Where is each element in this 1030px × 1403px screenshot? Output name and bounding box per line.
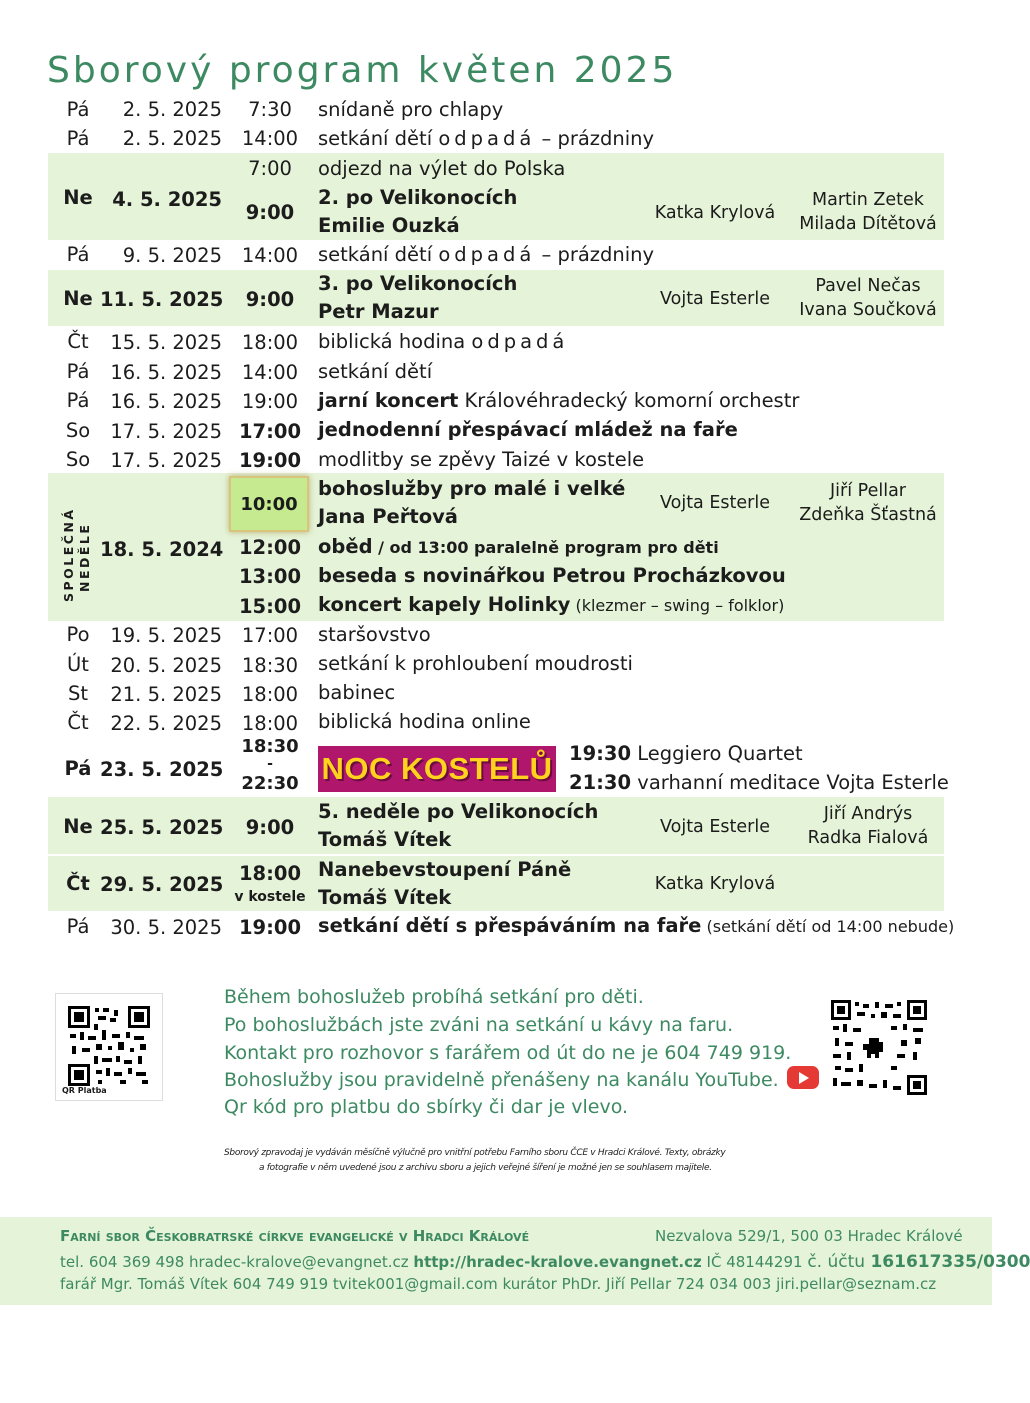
logo-text: NOC KOSTELŮ [321, 751, 553, 786]
event-text: Královéhradecký komorní orchestr [458, 389, 800, 412]
day: Po [66, 623, 90, 646]
service-name: 2. po Velikonocích [318, 186, 518, 209]
time: 13:00 [238, 565, 302, 588]
date: 25. 5. 2025 [100, 816, 224, 839]
qr-caption: QR Platba [62, 1086, 107, 1095]
day: St [67, 682, 89, 705]
event-text: oběd [318, 535, 373, 558]
youtube-icon[interactable] [787, 1066, 819, 1089]
date: 17. 5. 2025 [110, 420, 222, 443]
event: modlitby se zpěvy Taizé v kostele [318, 448, 645, 471]
date: 23. 5. 2025 [100, 758, 224, 781]
time: 7:30 [248, 98, 292, 121]
event [318, 389, 799, 413]
service-name: 3. po Velikonocích [318, 272, 518, 295]
time: 19:00 [238, 916, 302, 939]
liturgist: Vojta Esterle [660, 817, 770, 837]
event [318, 243, 654, 267]
time: 17:00 [238, 420, 302, 443]
day: Čt [67, 330, 89, 353]
day: So [65, 448, 91, 471]
account-number: 161617335/0300 [870, 1252, 1030, 1272]
day: Čt [67, 711, 89, 734]
event: beseda s novinářkou Petrou Procházkovou [318, 564, 786, 587]
day: Čt [66, 872, 90, 895]
time: 19:00 [241, 390, 299, 413]
day: Ne [63, 186, 93, 209]
event-text: – prázdniny [535, 243, 655, 266]
time: 18:30 [241, 654, 299, 677]
preacher: Tomáš Vítek [318, 828, 452, 851]
day: Pá [66, 127, 90, 150]
time: 14:00 [241, 127, 299, 150]
qr-payment-box [55, 993, 163, 1101]
event: staršovstvo [318, 623, 431, 646]
reader: Pavel Nečas [815, 276, 921, 296]
qr-code-youtube-icon [831, 1000, 927, 1095]
time: 9:00 [245, 201, 295, 224]
event [569, 742, 803, 766]
ic-text: IČ 48144291 [701, 1253, 808, 1271]
preacher: Tomáš Vítek [318, 886, 452, 909]
event-text: / od 13:00 paralelně program pro děti [372, 538, 719, 557]
info-line: Kontakt pro rozhovor s farářem od út do ne je 604 749 919. [224, 1042, 792, 1064]
date: 22. 5. 2025 [110, 712, 222, 735]
date: 16. 5. 2025 [110, 361, 222, 384]
date: 21. 5. 2025 [110, 683, 222, 706]
day: So [65, 419, 91, 442]
account-label: č. účtu [807, 1252, 871, 1272]
day: Ne [63, 815, 93, 838]
service-name: Nanebevstoupení Páně [318, 858, 572, 881]
date: 15. 5. 2025 [110, 331, 222, 354]
liturgist: Vojta Esterle [660, 289, 770, 309]
event-text: koncert kapely Holinky [318, 593, 571, 616]
preacher: Jana Peřtová [318, 505, 458, 528]
event-text: setkání dětí [318, 243, 439, 266]
cancelled-text: odpadá [438, 243, 536, 266]
time: 15:00 [238, 595, 302, 618]
fine-print: Sborový zpravodaj je vydáván měsíčně výlučně pro vnitřní potřebu Farního sboru ČCE v Hradci Králové. Texty, obrázky [224, 1148, 726, 1158]
date: 18. 5. 2024 [100, 538, 224, 561]
event: setkání k prohloubení moudrosti [318, 652, 633, 675]
time: 12:00 [238, 536, 302, 559]
vertical-label [55, 507, 92, 602]
date: 11. 5. 2025 [100, 288, 224, 311]
time-dash: - [267, 756, 273, 772]
time: 19:00 [238, 449, 302, 472]
date: 4. 5. 2025 [112, 188, 222, 211]
event: babinec [318, 681, 396, 704]
service-name: bohoslužby pro malé i velké [318, 477, 626, 500]
liturgist: Katka Krylová [654, 874, 776, 894]
org-name: Farní sbor Českobratrské církve evangelické v Hradci Králové [60, 1227, 530, 1245]
time-from: 18:30 [241, 736, 299, 757]
contact-line [60, 1252, 1030, 1272]
page-title: Sborový program květen 2025 [47, 50, 678, 91]
event: odjezd na výlet do Polska [318, 157, 566, 180]
event [318, 330, 568, 354]
event-text: setkání dětí [318, 127, 439, 150]
date: 29. 5. 2025 [100, 873, 224, 896]
event [569, 771, 949, 795]
event [318, 127, 654, 151]
time: 14:00 [241, 361, 299, 384]
date: 2. 5. 2025 [122, 127, 222, 150]
time: 7:00 [248, 157, 292, 180]
event [318, 593, 784, 618]
date: 16. 5. 2025 [110, 390, 222, 413]
day: Pá [64, 757, 92, 780]
event: snídaně pro chlapy [318, 98, 504, 121]
day: Ne [63, 287, 93, 310]
contact-text: tel. 604 369 498 hradec-kralove@evangnet.cz [60, 1253, 414, 1271]
reader: Martin Zetek [812, 190, 924, 210]
noc-kostelu-logo [318, 746, 556, 792]
event-text: jarní koncert [318, 389, 459, 412]
time: 17:00 [241, 624, 299, 647]
event [318, 535, 719, 560]
cancelled-text: odpadá [471, 330, 569, 353]
preacher: Petr Mazur [318, 300, 439, 323]
date: 20. 5. 2025 [110, 654, 222, 677]
event-text: Leggiero Quartet [631, 742, 803, 765]
time: 9:00 [245, 816, 295, 839]
highlighted-time: 10:00 [229, 476, 309, 532]
reader: Ivana Součková [799, 300, 937, 320]
event-text: (setkání dětí od 14:00 nebude) [701, 917, 955, 936]
event: biblická hodina online [318, 710, 531, 733]
event-text: varhanní meditace Vojta Esterle [631, 771, 949, 794]
event-time: 21:30 [569, 771, 632, 794]
date: 30. 5. 2025 [110, 916, 222, 939]
reader: Jiří Pellar [830, 481, 906, 501]
vertical-label-line: SPOLEČNÁ [61, 507, 76, 602]
website-link[interactable]: http://hradec-kralove.evangnet.cz [413, 1253, 702, 1271]
date: 19. 5. 2025 [110, 624, 222, 647]
fine-print: a fotografie v něm uvedené jsou z archivu sboru a jejich veřejné šíření je možné jen se souhlasem majitele. [259, 1163, 712, 1173]
service-name: 5. neděle po Velikonocích [318, 800, 599, 823]
day: Pá [66, 915, 90, 938]
time: 18:00 [241, 683, 299, 706]
footer [0, 1217, 1030, 1305]
info-line: Během bohoslužeb probíhá setkání pro děti. [224, 986, 644, 1008]
address: Nezvalova 529/1, 500 03 Hradec Králové [655, 1227, 963, 1245]
date: 17. 5. 2025 [110, 449, 222, 472]
time: 18:00 [241, 712, 299, 735]
reader: Milada Dítětová [799, 214, 937, 234]
reader: Zdeňka Šťastná [799, 505, 937, 525]
event: jednodenní přespávací mládež na faře [318, 418, 738, 441]
qr-code-icon [68, 1006, 150, 1086]
reader: Radka Fialová [807, 828, 929, 848]
date: 2. 5. 2025 [122, 98, 222, 121]
event-text: setkání dětí s přespáváním na faře [318, 914, 702, 937]
date: 9. 5. 2025 [122, 244, 222, 267]
event [318, 914, 954, 939]
liturgist: Vojta Esterle [660, 493, 770, 513]
info-line: Qr kód pro platbu do sbírky či dar je vlevo. [224, 1096, 629, 1118]
event-text: – prázdniny [535, 127, 655, 150]
day: Pá [66, 389, 90, 412]
cancelled-text: odpadá [438, 127, 536, 150]
row-separator [48, 854, 944, 856]
event-text: (klezmer – swing – folklor) [570, 596, 785, 615]
event-text: biblická hodina [318, 330, 472, 353]
liturgist: Katka Krylová [654, 203, 776, 223]
preacher: Emilie Ouzká [318, 214, 460, 237]
place: v kostele [234, 889, 306, 905]
vertical-label-line: NEDĚLE [77, 522, 92, 592]
time: 18:00 [238, 862, 302, 885]
pastor-line: farář Mgr. Tomáš Vítek 604 749 919 tvitek001@gmail.com kurátor PhDr. Jiří Pellar 724 034 003 jiri.pellar@seznam.cz [60, 1275, 937, 1293]
event-time: 19:30 [569, 742, 632, 765]
time-to: 22:30 [241, 773, 299, 794]
info-line: Po bohoslužbách jste zváni na setkání u kávy na faru. [224, 1014, 734, 1036]
day: Pá [66, 98, 90, 121]
time: 9:00 [245, 288, 295, 311]
day: Pá [66, 243, 90, 266]
day: Út [67, 653, 89, 676]
reader: Jiří Andrýs [823, 804, 913, 824]
info-line: Bohoslužby jsou pravidelně přenášeny na kanálu YouTube. [224, 1069, 779, 1091]
time: 14:00 [241, 244, 299, 267]
time: 18:00 [241, 331, 299, 354]
event: setkání dětí [318, 360, 433, 383]
day: Pá [66, 360, 90, 383]
